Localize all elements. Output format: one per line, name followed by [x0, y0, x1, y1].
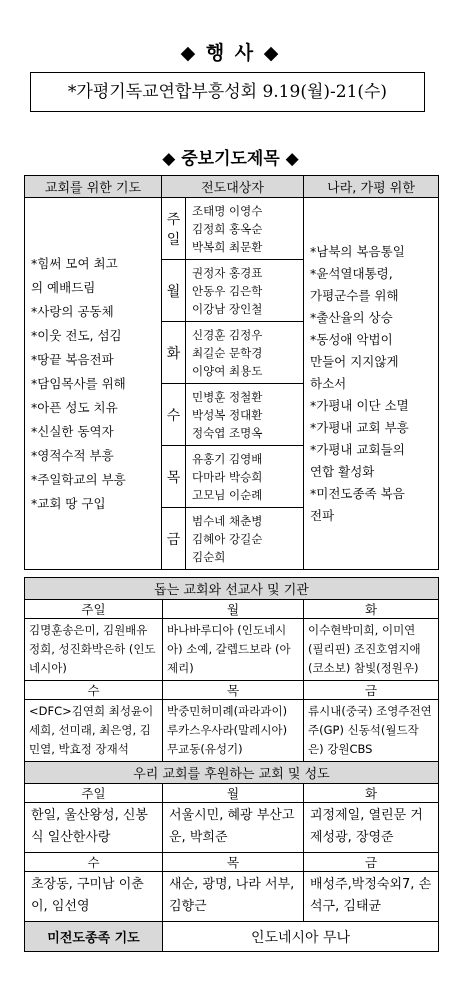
missions-cell: 이수현박미희, 이미연 (필리핀) 조진호염지애 (코소보) 참빛(정원우)	[304, 619, 439, 681]
list-item: 의 예배드림	[31, 279, 96, 295]
list-item: *이웃 전도, 섬김	[31, 327, 122, 343]
supporters-cell: 배성주,박정숙외7, 손석구, 김태균	[304, 872, 439, 922]
supporters-cell: 새순, 광명, 나라 서부, 김향근	[163, 872, 304, 922]
list-item: *가평내 교회 부흥	[310, 419, 409, 435]
church-prayer-list	[25, 198, 162, 570]
list-item: *윤석열대통령,	[310, 265, 393, 281]
evangelism-names: 권정자 홍경표 안동우 김은학 이강남 장인철	[186, 260, 304, 322]
day-label: 수	[162, 384, 186, 446]
evangelism-names: 신경훈 김정우 최길순 문학경 이양여 최용도	[186, 322, 304, 384]
prayer-heading: ◆ 중보기도제목 ◆	[162, 149, 299, 169]
day-label: 목	[163, 853, 304, 872]
list-item: *힘써 모여 최고	[31, 255, 118, 271]
day-label: 금	[304, 681, 439, 700]
day-label: 수	[25, 853, 163, 872]
list-item: *출산율의 상승	[310, 309, 393, 325]
supporters-cell: 서울시민, 혜광 부산고운, 박희준	[163, 803, 304, 853]
unreached-value: 인도네시아 무나	[163, 922, 439, 952]
list-item: *사랑의 공동체	[31, 303, 114, 319]
supporters-cell: 초장동, 구미남 이춘이, 임선영	[25, 872, 163, 922]
prayer-table	[24, 175, 439, 570]
list-item: *가평내 교회들의	[310, 441, 405, 457]
event-box	[30, 72, 425, 112]
evangelism-names: 유홍기 김영배 다마라 박승희 고모님 이순례	[186, 446, 304, 508]
list-item: *동성애 악법이	[310, 331, 393, 347]
list-item: *아픈 성도 치유	[31, 399, 118, 415]
day-label: 금	[304, 853, 439, 872]
day-label: 목	[163, 681, 304, 700]
list-item: *남북의 복음통일	[310, 243, 405, 259]
missions-cell: 김명훈송은미, 김원배유정희, 성진화박은하 (인도네시아)	[25, 619, 163, 681]
missions-cell: 류시내(중국) 조영주전연주(GP) 신동석(월드작은) 강원CBS	[304, 700, 439, 762]
supporters-cell: 괴정제일, 열린문 거제성광, 장영준	[304, 803, 439, 853]
list-item: *땅끝 복음전파	[31, 351, 114, 367]
missions-cell: 바나바루디아 (인도네시아) 소예, 갈렙드보라 (아제리)	[163, 619, 304, 681]
supporters-cell: 한일, 울산왕성, 신봉식 일산한사랑	[25, 803, 163, 853]
evangelism-names: 범수네 채춘병 김혜아 강길순 김순희	[186, 508, 304, 570]
day-label: 화	[304, 784, 439, 803]
list-item: *미전도종족 복음	[310, 485, 405, 501]
day-label: 화	[162, 322, 186, 384]
list-item: *주일학교의 부흥	[31, 471, 126, 487]
missions-title: 돕는 교회와 선교사 및 기관	[25, 578, 439, 600]
col-evangelism-header: 전도대상자	[162, 176, 304, 198]
list-item: *담임목사를 위해	[31, 375, 126, 391]
missions-cell: <DFC>김연희 최성윤이세희, 선미래, 최은영, 김민열, 박효정 장재석	[25, 700, 163, 762]
list-item: 만들어 지지않게	[310, 353, 399, 369]
list-item: *교회 땅 구입	[31, 495, 106, 511]
day-label: 목	[162, 446, 186, 508]
day-label: 금	[162, 508, 186, 570]
list-item: *영적수적 부흥	[31, 447, 114, 463]
nation-prayer-list	[304, 198, 439, 570]
list-item: 연합 활성화	[310, 463, 375, 479]
missions-cell: 박중민허미례(파라과이) 루카스우사라(말레시아) 무교동(유성기)	[163, 700, 304, 762]
day-label: 주일	[162, 198, 186, 260]
unreached-label: 미전도종족 기도	[25, 922, 163, 952]
list-item: 하소서	[310, 375, 347, 391]
list-item: *신실한 동역자	[31, 423, 114, 439]
list-item: 가평군수를 위해	[310, 287, 399, 303]
day-label: 월	[163, 784, 304, 803]
list-item: *가평내 이단 소멸	[310, 397, 409, 413]
day-label: 월	[163, 600, 304, 619]
col-nation-header: 나라, 가평 위한	[304, 176, 439, 198]
day-label: 수	[25, 681, 163, 700]
support-table	[24, 577, 439, 952]
day-label: 월	[162, 260, 186, 322]
day-label: 화	[304, 600, 439, 619]
evangelism-names: 조태명 이영수 김정희 홍옥순 박복희 최문환	[186, 198, 304, 260]
event-heading: ◆ 행 사 ◆	[180, 42, 281, 64]
evangelism-names: 민병훈 정철환 박성복 정대환 정숙엽 조명옥	[186, 384, 304, 446]
day-label: 주일	[25, 784, 163, 803]
event-text: *가평기독교연합부흥성회 9.19(월)-21(수)	[67, 82, 388, 102]
supporters-title: 우리 교회를 후원하는 교회 및 성도	[25, 762, 439, 784]
col-church-header: 교회를 위한 기도	[25, 176, 162, 198]
list-item: 전파	[310, 507, 335, 523]
day-label: 주일	[25, 600, 163, 619]
